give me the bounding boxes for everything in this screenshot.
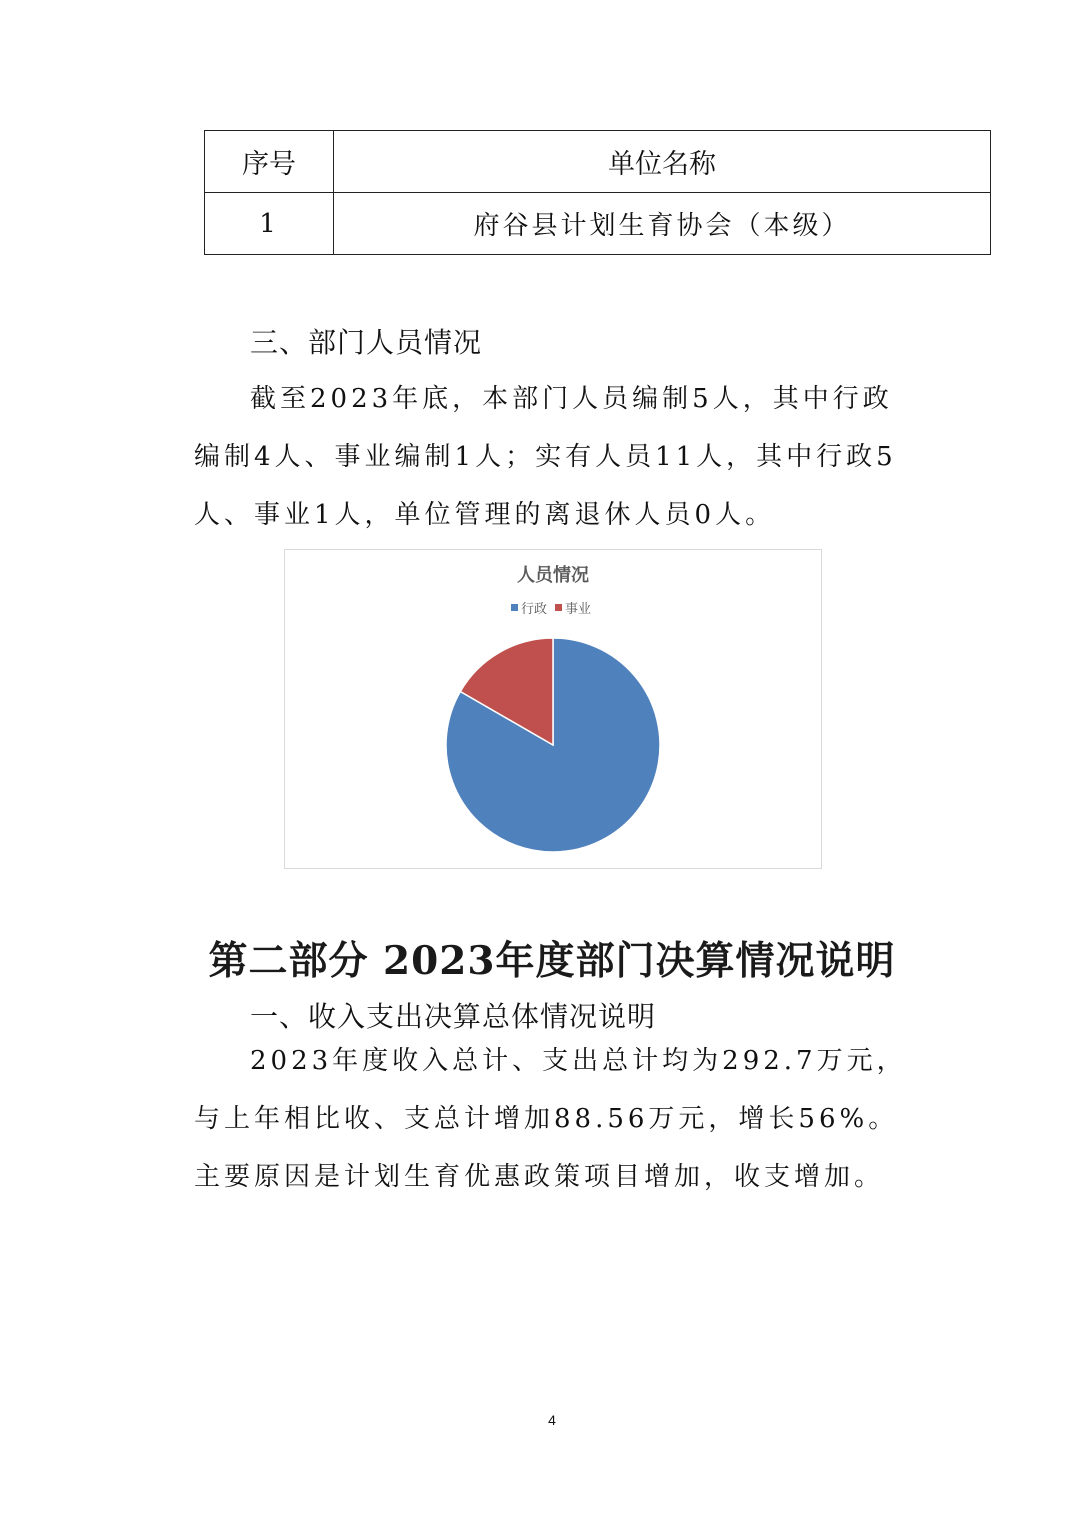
pie-chart-svg <box>285 550 821 868</box>
staff-pie-chart <box>284 549 822 869</box>
cell-unit-name: 府谷县计划生育协会（本级） <box>334 193 991 255</box>
legend-swatch-institution <box>555 604 562 611</box>
cell-seq: 1 <box>205 193 334 255</box>
legend-label-institution: 事业 <box>565 602 592 617</box>
table-header-row <box>205 131 991 193</box>
section3-heading: 三、部门人员情况 <box>250 326 483 359</box>
table-row <box>205 193 991 255</box>
header-unit-name: 单位名称 <box>334 131 991 193</box>
page-number: 4 <box>548 1412 556 1428</box>
chart-title: 人员情况 <box>517 565 589 585</box>
pie-slices <box>446 638 660 852</box>
legend-label-admin: 行政 <box>521 602 548 617</box>
part2-title: 第二部分 2023年度部门决算情况说明 <box>208 938 896 984</box>
part2-heading: 一、收入支出决算总体情况说明 <box>250 1000 657 1033</box>
header-seq: 序号 <box>205 131 334 193</box>
legend-swatch-admin <box>511 604 518 611</box>
section3-paragraph: 截至2023年底，本部门人员编制5人，其中行政编制4人、事业编制1人；实有人员11人，其中行政5人、事业1人，单位管理的离退休人员0人。 <box>194 384 897 530</box>
chart-legend <box>511 601 591 617</box>
part2-paragraph: 2023年度收入总计、支出总计均为292.7万元，与上年相比收、支总计增加88.56万元，增长56%。主要原因是计划生育优惠政策项目增加，收支增加。 <box>194 1046 907 1192</box>
unit-table <box>204 130 991 255</box>
